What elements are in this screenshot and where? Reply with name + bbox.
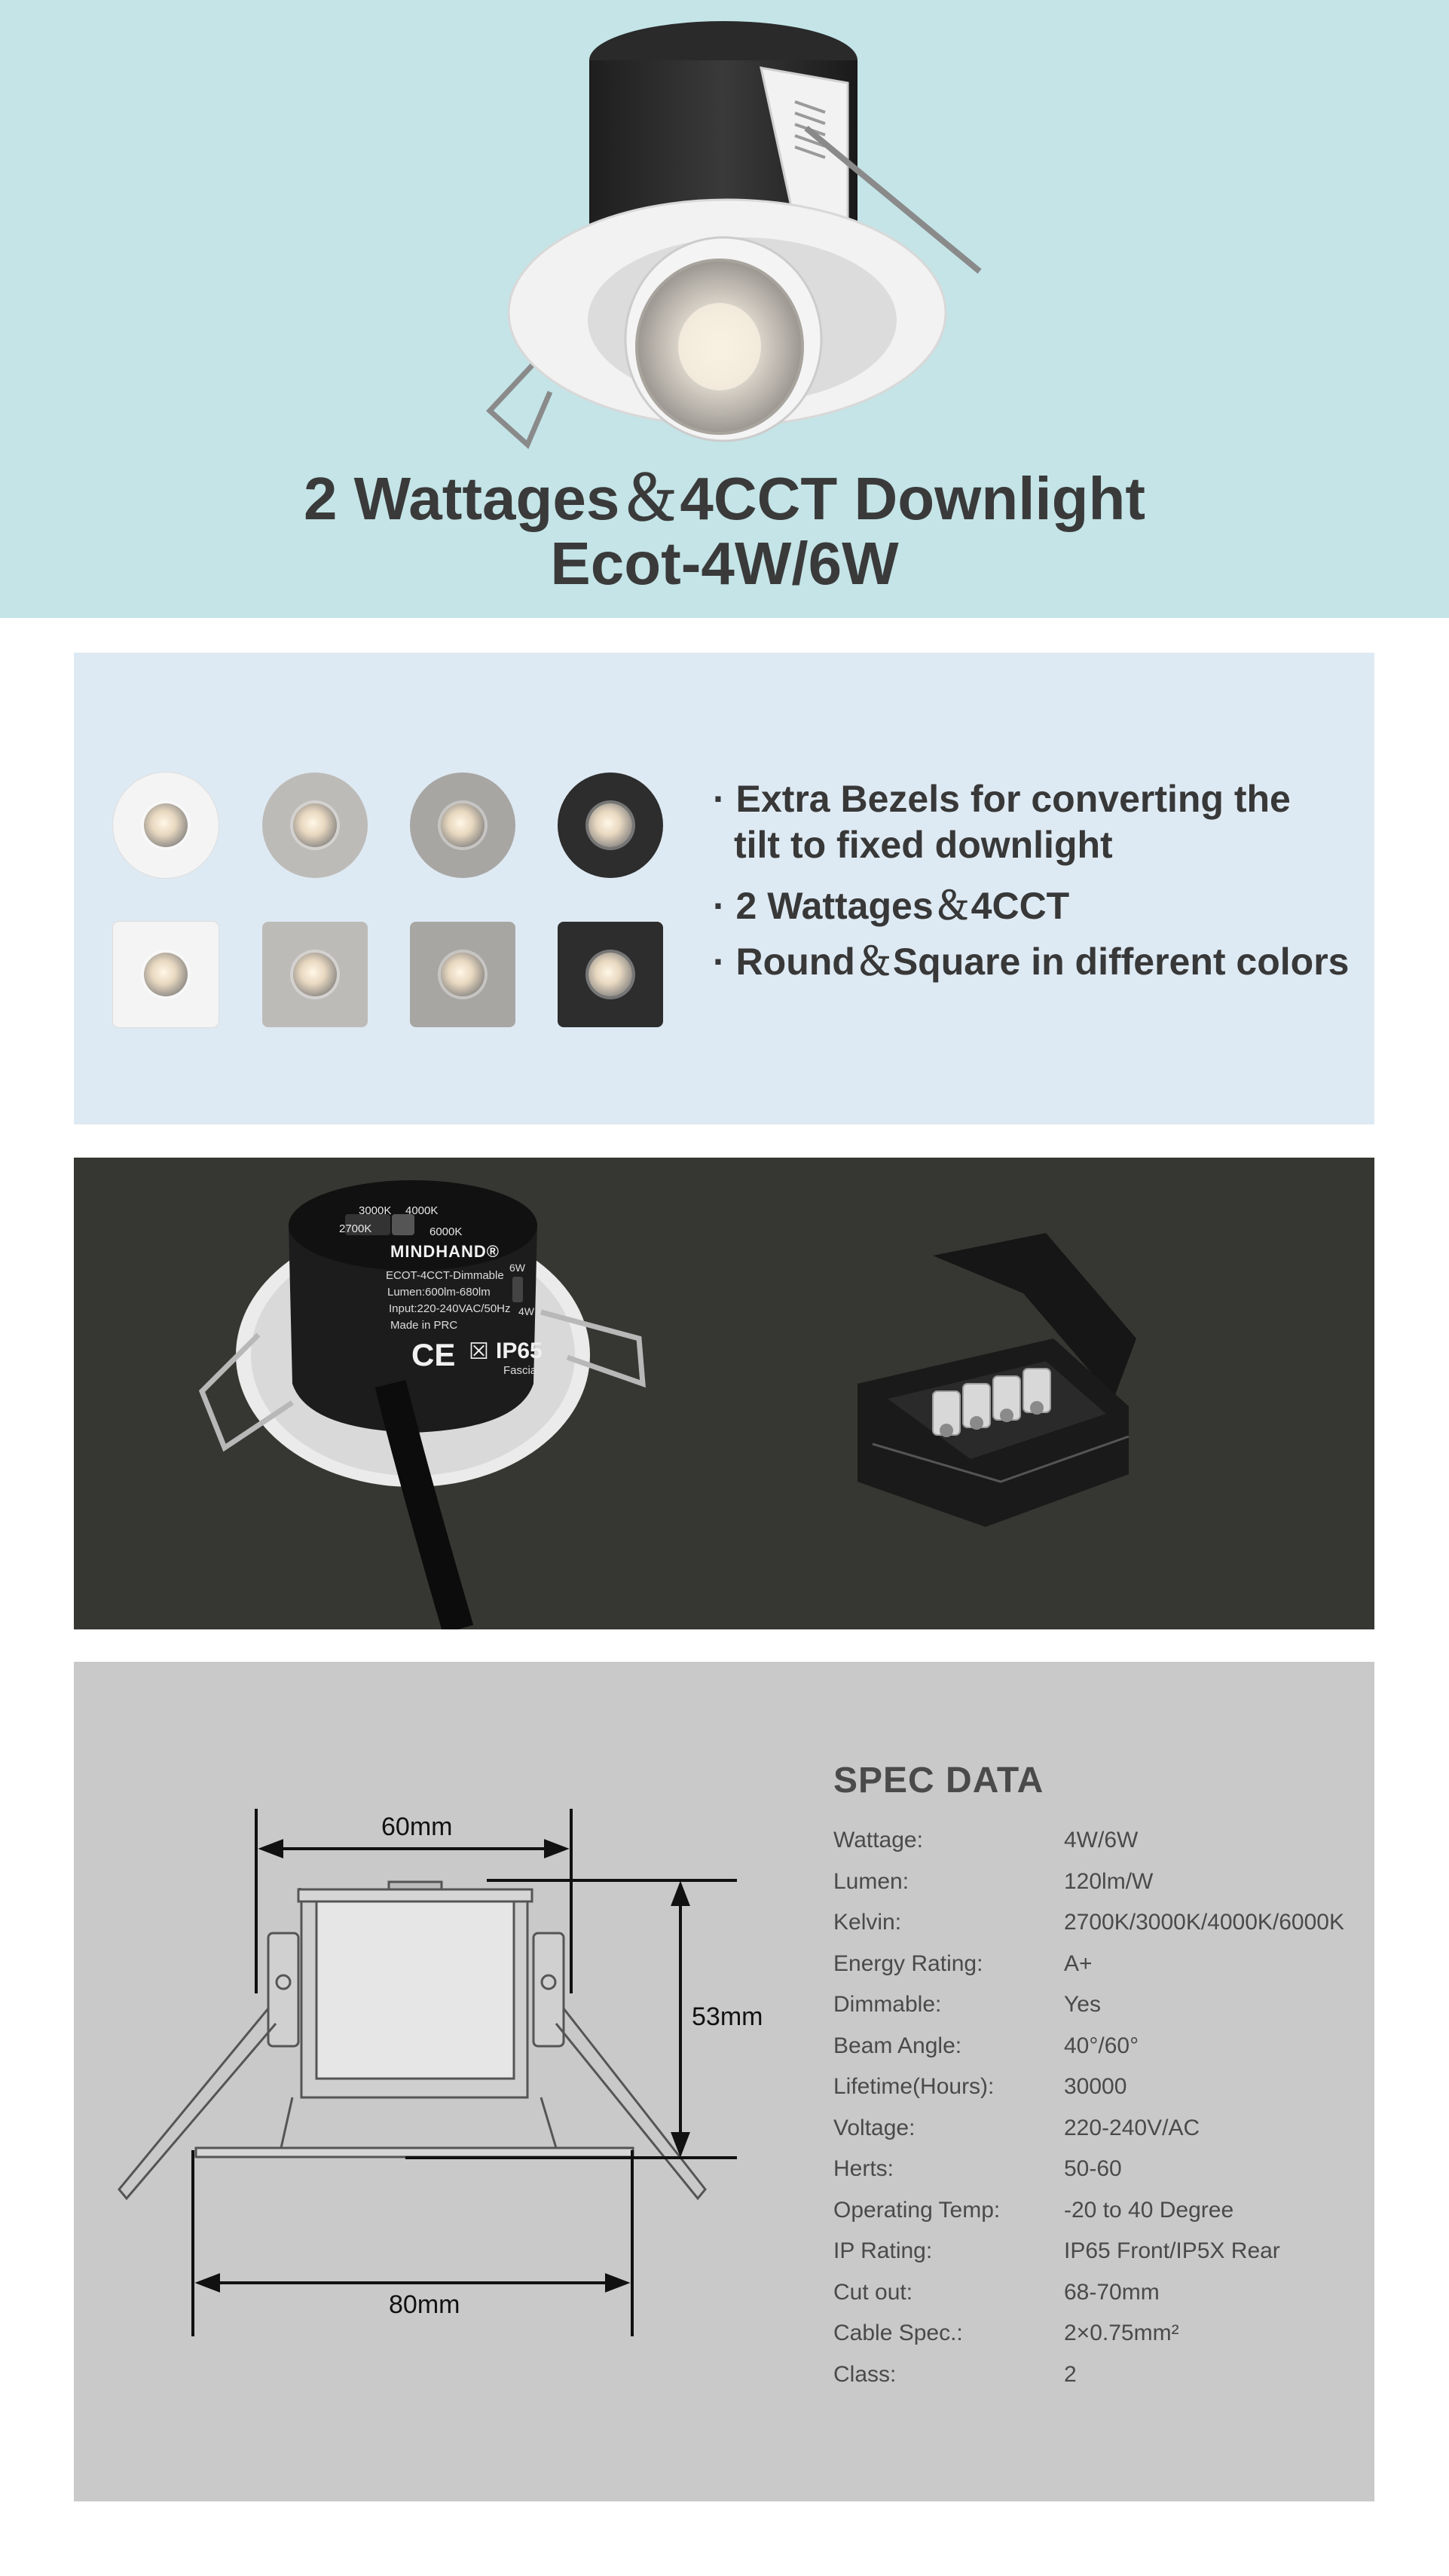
spec-key: Dimmable:: [833, 1992, 942, 2017]
spec-value: 220-240V/AC: [1064, 2115, 1200, 2140]
spec-key: IP Rating:: [833, 2238, 933, 2263]
spec-key: Energy Rating:: [833, 1950, 983, 1976]
round-bezel-silver: [262, 772, 368, 878]
label-line-origin: Made in PRC: [390, 1319, 458, 1332]
label-line-input: Input:220-240VAC/50Hz: [389, 1302, 511, 1315]
spec-key: Wattage:: [833, 1828, 923, 1852]
weee-bin-icon: ☒: [469, 1339, 489, 1364]
hero-banner: [0, 0, 1449, 618]
spec-value: Yes: [1064, 1992, 1101, 2017]
square-bezel-silver: [262, 922, 368, 1027]
spec-value: 4W/6W: [1064, 1828, 1139, 1852]
spec-key: Herts:: [833, 2156, 894, 2181]
feature-bullet-1-cont: tilt to fixed downlight: [734, 824, 1113, 866]
bezel-options-section: [74, 653, 1374, 1124]
spec-key: Lumen:: [833, 1868, 909, 1894]
spec-key: Class:: [833, 2361, 897, 2387]
square-bezel-grey: [410, 922, 515, 1027]
spec-value: 30000: [1064, 2074, 1127, 2099]
spec-key: Beam Angle:: [833, 2033, 962, 2058]
spec-key: Kelvin:: [833, 1910, 902, 1935]
cct-label-3000k: 3000K: [359, 1204, 392, 1217]
feature-bullet-3: · Round＆Square in different colors: [713, 941, 1350, 983]
spec-value: 2×0.75mm²: [1064, 2321, 1179, 2345]
spec-key: Operating Temp:: [833, 2197, 1001, 2223]
spec-key: Cut out:: [833, 2279, 913, 2305]
downlight-product-image: [0, 0, 1449, 467]
spec-value: 40°/60°: [1064, 2033, 1139, 2058]
product-detail-section: [74, 1158, 1374, 1629]
cct-label-2700k: 2700K: [339, 1222, 372, 1235]
ip-fascia-label: Fascia: [503, 1364, 537, 1377]
dim-height: 53mm: [692, 2002, 763, 2031]
ip-rating-label: IP65: [496, 1338, 543, 1363]
spec-value: A+: [1064, 1950, 1093, 1976]
spec-title: SPEC DATA: [833, 1761, 1044, 1800]
cct-label-6000k: 6000K: [430, 1225, 463, 1238]
spec-data-section: [74, 1662, 1374, 2501]
spec-key: Cable Spec.:: [833, 2321, 963, 2345]
square-bezel-white: [113, 922, 219, 1027]
brand-logo: MINDHAND®: [390, 1242, 500, 1261]
spec-value: 68-70mm: [1064, 2279, 1160, 2305]
feature-bullet-2: · 2 Wattages＆4CCT: [713, 885, 1070, 927]
round-bezel-grey: [410, 772, 515, 878]
spec-value: 120lm/W: [1064, 1868, 1154, 1894]
dim-bottom-width: 80mm: [389, 2290, 460, 2319]
spec-key: Voltage:: [833, 2115, 916, 2140]
round-bezel-black: [558, 772, 663, 878]
square-bezel-black: [558, 922, 663, 1027]
spec-value: IP65 Front/IP5X Rear: [1064, 2238, 1280, 2263]
label-line-lumen: Lumen:600lm-680lm: [387, 1286, 491, 1299]
spec-value: 2: [1064, 2361, 1077, 2387]
hero-title-line2: Ecot-4W/6W: [550, 530, 899, 597]
spec-value: -20 to 40 Degree: [1064, 2197, 1234, 2223]
cct-label-4000k: 4000K: [405, 1204, 439, 1217]
wattage-label-6w: 6W: [509, 1262, 525, 1274]
hero-title-line1: 2 Wattages＆4CCT Downlight: [303, 465, 1146, 532]
feature-bullet-1: · Extra Bezels for converting the: [713, 778, 1291, 820]
dimension-drawing: [74, 1662, 752, 2340]
round-bezel-white: [113, 772, 219, 878]
terminal-block-image: [827, 1233, 1174, 1550]
spec-value: 2700K/3000K/4000K/6000K: [1064, 1910, 1344, 1935]
spec-key: Lifetime(Hours):: [833, 2074, 995, 2099]
wattage-label-4w: 4W: [518, 1305, 534, 1317]
dim-top-width: 60mm: [381, 1813, 453, 1841]
spec-value: 50-60: [1064, 2156, 1122, 2181]
label-line-model: ECOT-4CCT-Dimmable: [386, 1269, 504, 1282]
wattage-switch: [512, 1277, 523, 1302]
ce-mark: CE: [411, 1337, 456, 1372]
